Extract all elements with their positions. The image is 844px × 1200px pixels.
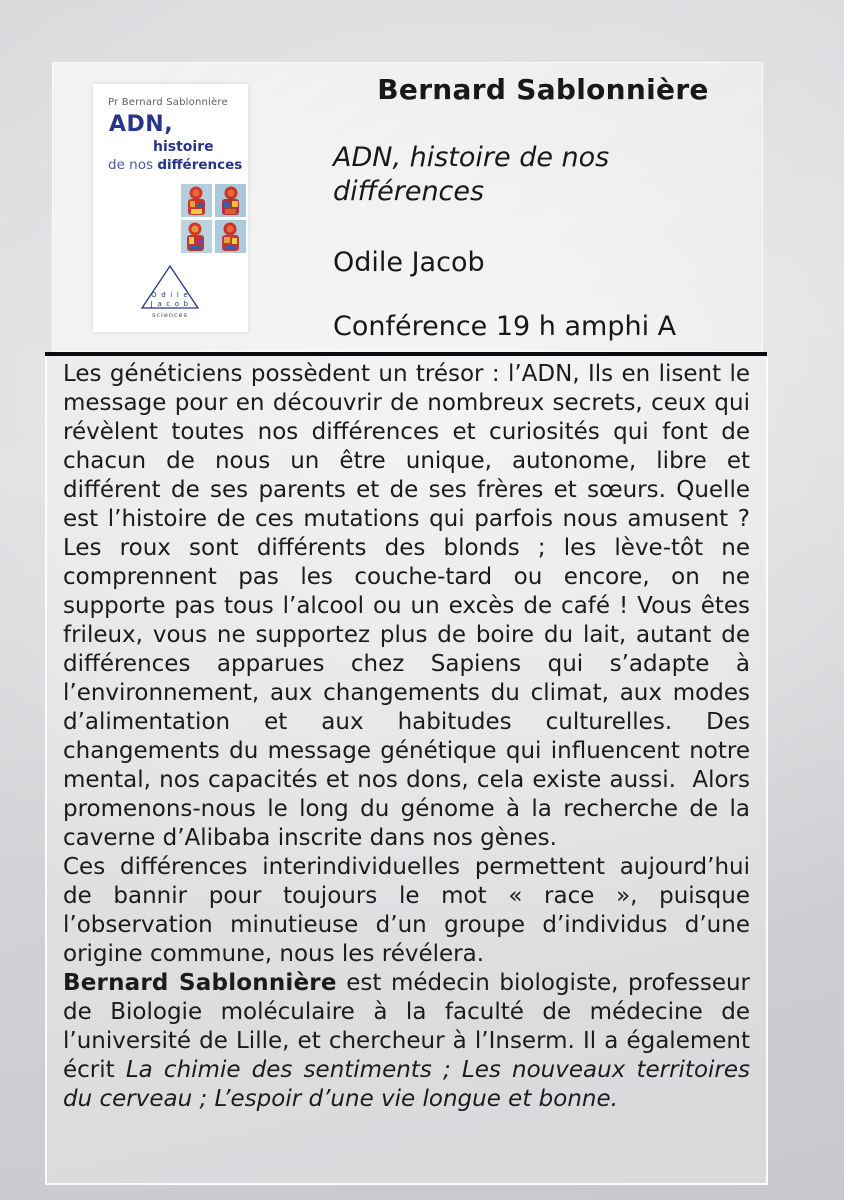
cover-art-grid — [181, 184, 246, 253]
bio-paragraph — [63, 969, 750, 1114]
cover-title-line3-light: de nos — [108, 157, 158, 173]
logo-word-odile: O d i l e — [151, 291, 189, 299]
cover-title-line1: ADN, — [109, 112, 174, 137]
cover-title-line3 — [108, 157, 242, 173]
abstract-paragraph-2: Ces différences interindividuelles permettent aujourd’hui de bannir pour toujours le mot « race », puisque l’observation minutieuse d’un groupe d’individus d’une origine commune, nous les révélera. — [63, 854, 750, 967]
header-section — [52, 62, 763, 352]
logo-sciences-label: sciences — [152, 311, 188, 319]
odile-jacob-logo — [140, 264, 200, 319]
cover-author: Pr Bernard Sablonnière — [108, 97, 228, 108]
abstract-paragraph-1: Les généticiens possèdent un trésor : l’ADN, Ils en lisent le message pour en découvrir de nombreux secrets, ceux qui révèlent toutes nos différences et curiosités qui font de chacun de nous un être unique, autonome, libre et différent de ses parents et de ses frères et sœurs. Quelle est l’histoire de ces mutations qui parfois nous amusent ? Les roux sont différents des blonds ; les lève-tôt ne comprennent pas les couche-tard ou encore, on ne supporte pas tous l’alcool ou un excès de café ! Vous êtes frileux, vous ne supportez plus de boire du lait, autant de différences apparues chez Sapiens qui s’adapte à l’environnement, aux changements du climat, aux modes d’alimentation et aux habitudes culturelles. Des changements du message génétique qui influencent notre mental, nos capacités et nos dons, cela existe aussi. Alors promenons-nous le long du génome à la recherche de la caverne d’Alibaba inscrite dans nos gènes. — [63, 361, 750, 851]
bio-author-name: Bernard Sablonnière — [63, 970, 337, 996]
abstract-figure-icon — [215, 220, 246, 253]
bio-text: est médecin biologiste, professeur de Biologie moléculaire à la faculté de médecine de l’université de Lille, et chercheur à l’Inserm. Il a également écrit — [63, 970, 751, 1083]
abstract-section — [45, 356, 768, 1185]
cover-title-line2: histoire — [153, 139, 214, 155]
publisher-name: Odile Jacob — [333, 247, 485, 278]
book-cover — [93, 84, 248, 332]
logo-word-jacob: J a c o b — [150, 300, 190, 308]
abstract-figure-icon — [181, 184, 212, 217]
triangle-logo-icon — [140, 264, 200, 310]
header-text-column — [331, 63, 755, 353]
abstract-figure-icon — [181, 220, 212, 253]
abstract-figure-icon — [215, 184, 246, 217]
author-name: Bernard Sablonnière — [377, 73, 709, 106]
event-info: Conférence 19 h amphi A — [333, 311, 677, 342]
book-title: ADN, histoire de nos différences — [333, 142, 610, 207]
bio-book-titles: La chimie des sentiments ; Les nouveaux territoires du cerveau ; L’espoir d’une vie longue et bonne. — [63, 1057, 750, 1112]
cover-title-line3-bold: différences — [157, 157, 243, 173]
